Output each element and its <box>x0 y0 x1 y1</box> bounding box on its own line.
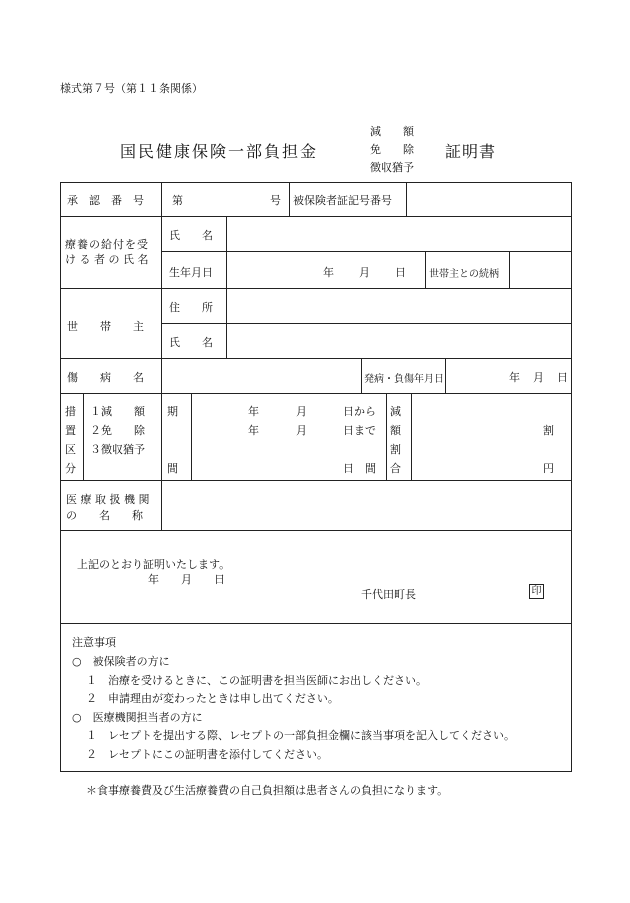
illness-label: 傷 病 名 <box>67 371 144 384</box>
period-label-bottom: 間 <box>167 462 178 475</box>
measure-label-char: 分 <box>65 462 76 475</box>
institution-label-line2: の 名 称 <box>66 509 143 522</box>
row-divider <box>61 623 571 624</box>
row-divider <box>61 216 571 217</box>
approval-number-prefix: 第 <box>172 194 183 207</box>
col-divider <box>509 251 510 289</box>
period-from-year: 年 <box>248 405 259 418</box>
certify-text: 上記のとおり証明いたします。 <box>77 558 231 571</box>
row-divider <box>161 323 571 324</box>
birth-year-unit: 年 <box>323 266 334 279</box>
reduction-label-char: 減 <box>390 405 401 418</box>
householder-name-label: 氏 名 <box>169 336 213 349</box>
measure-option-deferral: ３徴収猶予 <box>90 443 145 456</box>
notes-insured-item: １ 治療を受けるときに、この証明書を担当医師にお出しください。 <box>86 674 427 687</box>
title-option-deferral: 徴収猶予 <box>370 161 414 174</box>
relationship-label: 世帯主との続柄 <box>429 269 499 280</box>
birthdate-label: 生年月日 <box>169 266 213 279</box>
row-divider <box>61 480 571 481</box>
insured-card-label: 被保険者証記号番号 <box>293 194 392 207</box>
notes-medical-heading: ○ 医療機関担当者の方に <box>72 711 203 724</box>
title-option-reduction: 減 額 <box>370 125 414 138</box>
period-from-day: 日から <box>343 405 376 418</box>
reduction-label-char: 合 <box>390 462 401 475</box>
name-label: 氏 名 <box>169 229 213 242</box>
recipient-label-line2: け る 者 の 氏 名 <box>65 253 149 266</box>
onset-day-unit: 日 <box>557 371 568 384</box>
measure-option-exemption: ２免 除 <box>90 424 145 437</box>
onset-month-unit: 月 <box>533 371 544 384</box>
birth-day-unit: 日 <box>395 266 406 279</box>
notes-insured-item: ２ 申請理由が変わったときは申し出てください。 <box>86 692 339 705</box>
measure-option-reduction: １減 額 <box>90 405 145 418</box>
approval-number-suffix: 号 <box>270 194 281 207</box>
recipient-label-line1: 療養の給付を受 <box>65 238 149 251</box>
reduction-amount-unit: 円 <box>543 462 554 475</box>
period-label-top: 期 <box>167 405 178 418</box>
measure-label-char: 置 <box>65 424 76 437</box>
row-divider <box>61 393 571 394</box>
address-label: 住 所 <box>169 301 213 314</box>
birth-month-unit: 月 <box>359 266 370 279</box>
period-to-year: 年 <box>248 424 259 437</box>
title-suffix: 証明書 <box>445 142 497 161</box>
reduction-rate-unit: 割 <box>543 424 554 437</box>
measure-label-char: 区 <box>65 443 76 456</box>
title-option-exemption: 免 除 <box>370 143 414 156</box>
col-divider <box>161 183 162 530</box>
col-divider <box>191 393 192 481</box>
col-divider <box>361 358 362 394</box>
col-divider <box>406 183 407 217</box>
notes-insured-heading: ○ 被保険者の方に <box>72 655 170 668</box>
mayor-label: 千代田町長 <box>361 588 416 601</box>
col-divider <box>425 251 426 289</box>
reduction-label-char: 額 <box>390 424 401 437</box>
row-divider <box>61 530 571 531</box>
footer-note: ＊食事療養費及び生活療養費の自己負担額は患者さんの負担になります。 <box>86 784 449 797</box>
col-divider <box>226 216 227 358</box>
institution-label-line1: 医 療 取 扱 機 関 <box>66 493 150 506</box>
row-divider <box>61 358 571 359</box>
onset-label: 発病・負傷年月日 <box>364 374 444 385</box>
period-to-month: 月 <box>296 424 307 437</box>
onset-year-unit: 年 <box>509 371 520 384</box>
row-divider <box>61 288 571 289</box>
col-divider <box>445 358 446 394</box>
form-title: 国民健康保険一部負担金 <box>120 142 319 161</box>
period-from-month: 月 <box>296 405 307 418</box>
measure-label-char: 措 <box>65 405 76 418</box>
col-divider <box>289 183 290 217</box>
notes-heading: 注意事項 <box>72 636 116 649</box>
form-number: 様式第７号（第１１条関係） <box>60 82 203 95</box>
period-to-day: 日まで <box>343 424 376 437</box>
certify-date: 年 月 日 <box>148 573 225 586</box>
approval-number-label: 承 認 番 号 <box>67 194 144 207</box>
seal-mark: 印 <box>529 584 544 599</box>
notes-medical-item: ２ レセプトにこの証明書を添付してください。 <box>86 748 328 761</box>
reduction-label-char: 割 <box>390 443 401 456</box>
period-days: 日 間 <box>343 462 376 475</box>
col-divider <box>386 393 387 481</box>
col-divider <box>83 393 84 481</box>
notes-medical-item: １ レセプトを提出する際、レセプトの一部負担金欄に該当事項を記入してください。 <box>86 729 515 742</box>
col-divider <box>411 393 412 481</box>
householder-label: 世 帯 主 <box>67 320 144 333</box>
